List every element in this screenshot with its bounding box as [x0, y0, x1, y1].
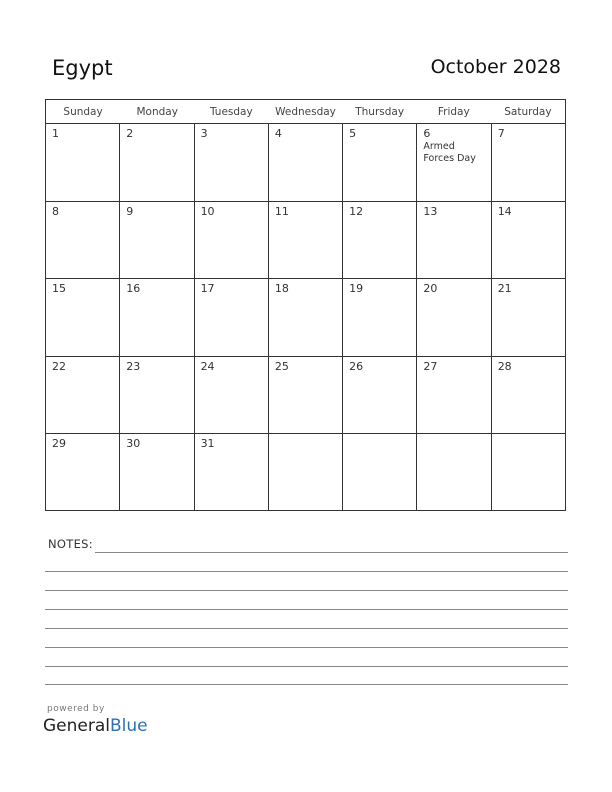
- weekday-friday: Friday: [437, 106, 470, 118]
- day-number: 30: [126, 437, 141, 451]
- day-number: 23: [126, 359, 141, 373]
- day-number: 28: [497, 359, 512, 373]
- generalblue-logo: [43, 716, 148, 736]
- day-number: 24: [200, 359, 215, 373]
- day-cell: [269, 124, 343, 201]
- weekday-thursday: Thursday: [355, 106, 405, 118]
- day-cell: [46, 357, 120, 434]
- country-title: Egypt: [52, 56, 113, 80]
- brand-general-text: General: [43, 716, 110, 736]
- day-cell: [417, 357, 491, 434]
- day-cell: [417, 124, 491, 201]
- day-number: 10: [200, 204, 215, 218]
- day-cell: [343, 357, 417, 434]
- day-cell: [46, 279, 120, 356]
- week-row: [46, 202, 565, 280]
- day-cell: [269, 279, 343, 356]
- day-number: 21: [497, 282, 512, 296]
- day-number: 3: [200, 127, 208, 140]
- weekday-saturday: Saturday: [504, 106, 552, 118]
- day-number: 19: [349, 282, 364, 296]
- day-number: 1: [52, 127, 59, 140]
- day-number: 7: [497, 127, 505, 140]
- day-number: 4: [274, 127, 282, 140]
- day-cell: [417, 434, 491, 511]
- weekday-monday: Monday: [136, 106, 178, 118]
- note-line: [45, 666, 568, 667]
- week-row: [46, 434, 565, 511]
- day-number: 25: [274, 359, 289, 373]
- day-number: 15: [52, 282, 66, 296]
- holiday-label: Armed Forces Day: [423, 141, 476, 164]
- weekday-wednesday: Wednesday: [275, 106, 336, 118]
- day-number: 2: [126, 127, 134, 140]
- day-number: 11: [274, 204, 289, 218]
- day-cell: [195, 357, 269, 434]
- day-cell: [492, 434, 565, 511]
- note-line: [95, 552, 568, 553]
- day-number: 5: [349, 127, 357, 140]
- note-line: [45, 609, 568, 610]
- day-cell: [492, 124, 565, 201]
- day-number: 6: [423, 127, 431, 140]
- day-cell: [269, 434, 343, 511]
- day-cell: [492, 202, 565, 279]
- note-line: [45, 571, 568, 572]
- day-cell: [46, 434, 120, 511]
- day-number: 17: [200, 282, 215, 296]
- month-year-title: October 2028: [430, 56, 561, 78]
- day-number: 22: [52, 359, 66, 373]
- week-row: [46, 279, 565, 357]
- note-line: [45, 590, 568, 591]
- notes-label: NOTES:: [48, 537, 93, 551]
- brand-blue-text: Blue: [110, 716, 148, 736]
- day-cell: [195, 279, 269, 356]
- day-cell: [120, 202, 194, 279]
- day-cell: [195, 202, 269, 279]
- day-number: 13: [423, 204, 438, 218]
- weekday-header-row: [46, 100, 565, 124]
- calendar-grid: [45, 99, 566, 511]
- day-cell: [120, 124, 194, 201]
- day-cell: [343, 124, 417, 201]
- day-cell: [343, 279, 417, 356]
- day-cell: [195, 434, 269, 511]
- day-cell: [417, 279, 491, 356]
- day-number: 18: [274, 282, 289, 296]
- day-number: 29: [52, 437, 66, 451]
- day-number: 8: [52, 204, 59, 218]
- note-line: [45, 647, 568, 648]
- day-cell: [195, 124, 269, 201]
- day-number: 9: [126, 204, 134, 218]
- weeks-container: [46, 124, 565, 511]
- note-line: [45, 628, 568, 629]
- powered-by-text: powered by: [47, 704, 105, 714]
- day-cell: [120, 279, 194, 356]
- day-cell: [269, 357, 343, 434]
- day-cell: [343, 434, 417, 511]
- weekday-tuesday: Tuesday: [209, 106, 253, 118]
- day-number: 20: [423, 282, 438, 296]
- day-cell: [492, 279, 565, 356]
- day-number: 26: [349, 359, 364, 373]
- day-cell: [120, 434, 194, 511]
- day-cell: [492, 357, 565, 434]
- day-cell: [343, 202, 417, 279]
- day-cell: [46, 202, 120, 279]
- week-row: [46, 124, 565, 202]
- week-row: [46, 357, 565, 435]
- day-cell: [120, 357, 194, 434]
- day-cell: [46, 124, 120, 201]
- day-number: 16: [126, 282, 141, 296]
- day-cell: [269, 202, 343, 279]
- day-number: 12: [349, 204, 364, 218]
- day-number: 14: [497, 204, 512, 218]
- day-number: 31: [200, 437, 215, 451]
- day-cell: [417, 202, 491, 279]
- day-number: 27: [423, 359, 438, 373]
- weekday-sunday: Sunday: [63, 106, 103, 118]
- note-line: [45, 684, 568, 685]
